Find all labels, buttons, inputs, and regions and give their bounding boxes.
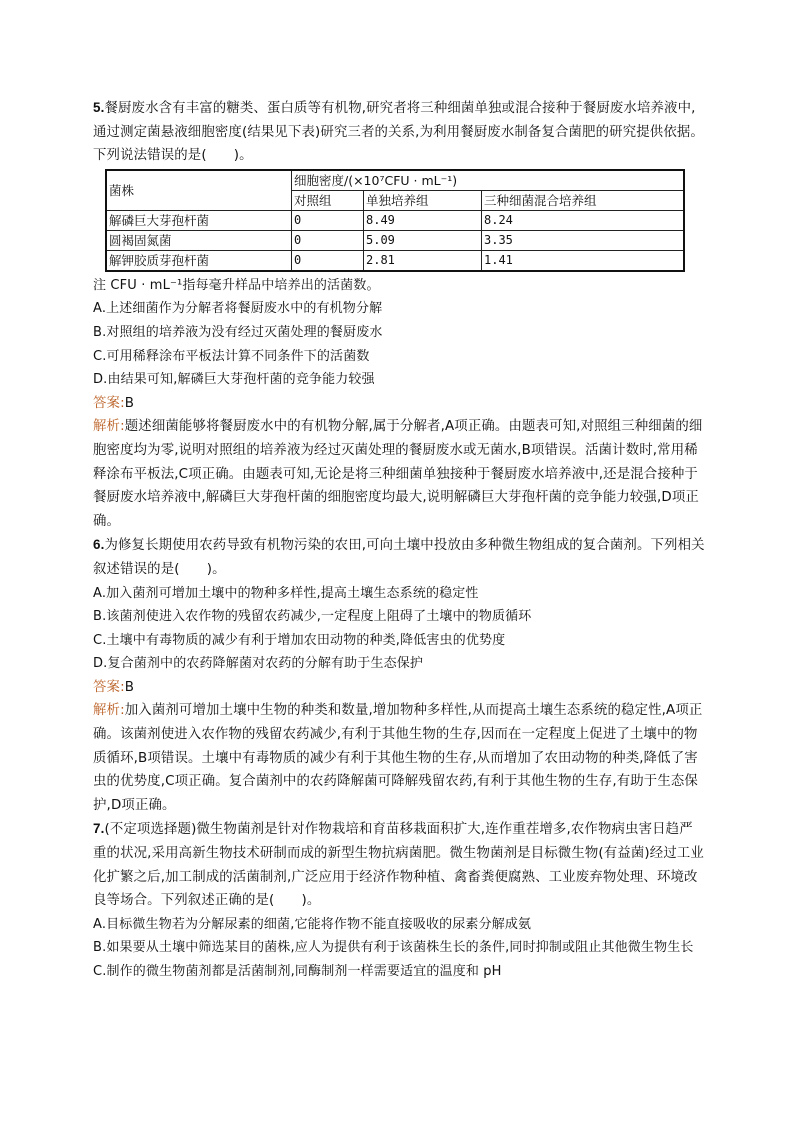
q5-stem: 5.餐厨废水含有丰富的糖类、蛋白质等有机物,研究者将三种细菌单独或混合接种于餐厨废水培养液中,通过测定菌悬液细胞密度(结果见下表)研究三者的关系,为利用餐厨废水制备复合菌肥的研究提供依据。下列说法错误的是( )。 <box>93 100 704 164</box>
q7-stem: 7.(不定项选择题)微生物菌剂是针对作物栽培和育苗移栽面积扩大,连作重茬增多,农作物病虫害日趋严重的状况,采用高新生物技术研制而成的新型生物抗病菌肥。微生物菌剂是目标微生物(有益菌)经过工业化扩繁之后,加工制成的活菌制剂,广泛应用于经济作物种植、禽畜粪便腐熟、工业废弃物处理、环境改良等场合。下列叙述正确的是( )。 <box>93 821 704 909</box>
q6-option-c: C.土壤中有毒物质的减少有利于增加农田动物的种类,降低害虫的优势度 <box>93 632 506 648</box>
table-cell: 3.35 <box>482 230 685 250</box>
q5-answer: 答案:B <box>93 395 135 411</box>
table-cell: 0 <box>292 230 364 250</box>
q6-number: 6. <box>93 537 105 553</box>
q6-option-d: D.复合菌剂中的农药降解菌对农药的分解有助于生态保护 <box>93 656 424 672</box>
table-subheader: 单独培养组 <box>364 190 482 210</box>
table-subheader: 三种细菌混合培养组 <box>482 190 685 210</box>
table-row <box>106 210 684 230</box>
table-cell: 8.49 <box>364 210 482 230</box>
q5-analysis: 解析:题述细菌能够将餐厨废水中的有机物分解,属于分解者,A项正确。由题表可知,对照组三种细菌的细胞密度均为零,说明对照组的培养液为经过灭菌处理的餐厨废水或无菌水,B项错误。活菌计数时,常用稀释涂布平板法,C项正确。由题表可知,无论是将三种细菌单独接种于餐厨废水培养液中,还是混合接种于餐厨废水培养液中,解磷巨大芽孢杆菌的细胞密度均最大,说明解磷巨大芽孢杆菌的竞争能力较强,D项正确。 <box>93 419 703 529</box>
q5-note: 注 CFU · mL⁻¹指每毫升样品中培养出的活菌数。 <box>93 277 380 293</box>
q6-option-a: A.加入菌剂可增加土壤中的物种多样性,提高土壤生态系统的稳定性 <box>93 585 479 601</box>
strain-name: 解磷巨大芽孢杆菌 <box>106 210 292 230</box>
q6-answer: 答案:B <box>93 679 135 695</box>
q6-option-b: B.该菌剂使进入农作物的残留农药减少,一定程度上阻碍了土壤中的物质循环 <box>93 609 532 625</box>
table-cell: 0 <box>292 210 364 230</box>
table-cell: 2.81 <box>364 250 482 271</box>
table-cell: 5.09 <box>364 230 482 250</box>
q7-option-c: C.制作的微生物菌剂都是活菌制剂,同酶制剂一样需要适宜的温度和 pH <box>93 964 502 979</box>
q5-option-b: B.对照组的培养液为没有经过灭菌处理的餐厨废水 <box>93 324 383 340</box>
q7-option-a: A.目标微生物若为分解尿素的细菌,它能将作物不能直接吸收的尿素分解成氨 <box>93 916 532 932</box>
table-row <box>106 230 684 250</box>
strain-name: 圆褐固氮菌 <box>106 230 292 250</box>
q5-option-d: D.由结果可知,解磷巨大芽孢杆菌的竞争能力较强 <box>93 372 375 388</box>
cell-density-table <box>105 169 685 272</box>
table-subheader: 对照组 <box>292 190 364 210</box>
document-page <box>93 96 705 984</box>
q5-option-c: C.可用稀释涂布平板法计算不同条件下的活菌数 <box>93 348 370 364</box>
q7-option-b: B.如果要从土壤中筛选某目的菌株,应人为提供有利于该菌株生长的条件,同时抑制或阻止其他微生物生长 <box>93 940 694 956</box>
q7-number: 7. <box>93 821 105 837</box>
table-cell: 0 <box>292 250 364 271</box>
table-cell: 8.24 <box>482 210 685 230</box>
table-row <box>106 250 684 271</box>
q6-stem: 6.为修复长期使用农药导致有机物污染的农田,可向土壤中投放由多种微生物组成的复合菌剂。下列相关叙述错误的是( )。 <box>93 537 705 577</box>
table-cell: 1.41 <box>482 250 685 271</box>
strain-name: 解钾胶质芽孢杆菌 <box>106 250 292 271</box>
table-header-strain: 菌株 <box>106 170 292 211</box>
q5-option-a: A.上述细菌作为分解者将餐厨废水中的有机物分解 <box>93 301 383 317</box>
q6-analysis: 解析:加入菌剂可增加土壤中生物的种类和数量,增加物种多样性,从而提高土壤生态系统的稳定性,A项正确。该菌剂使进入农作物的残留农药减少,有利于其他生物的生存,因而在一定程度上促进了土壤中的物质循环,B项错误。土壤中有毒物质的减少有利于其他生物的生存,从而增加了农田动物的种类,降低了害虫的优势度,C项正确。复合菌剂中的农药降解菌可降解残留农药,有利于其他生物的生存,有助于生态保护,D项正确。 <box>93 703 703 813</box>
table-header-density: 细胞密度/(×10⁷CFU · mL⁻¹) <box>292 170 685 191</box>
q5-number: 5. <box>93 100 105 115</box>
